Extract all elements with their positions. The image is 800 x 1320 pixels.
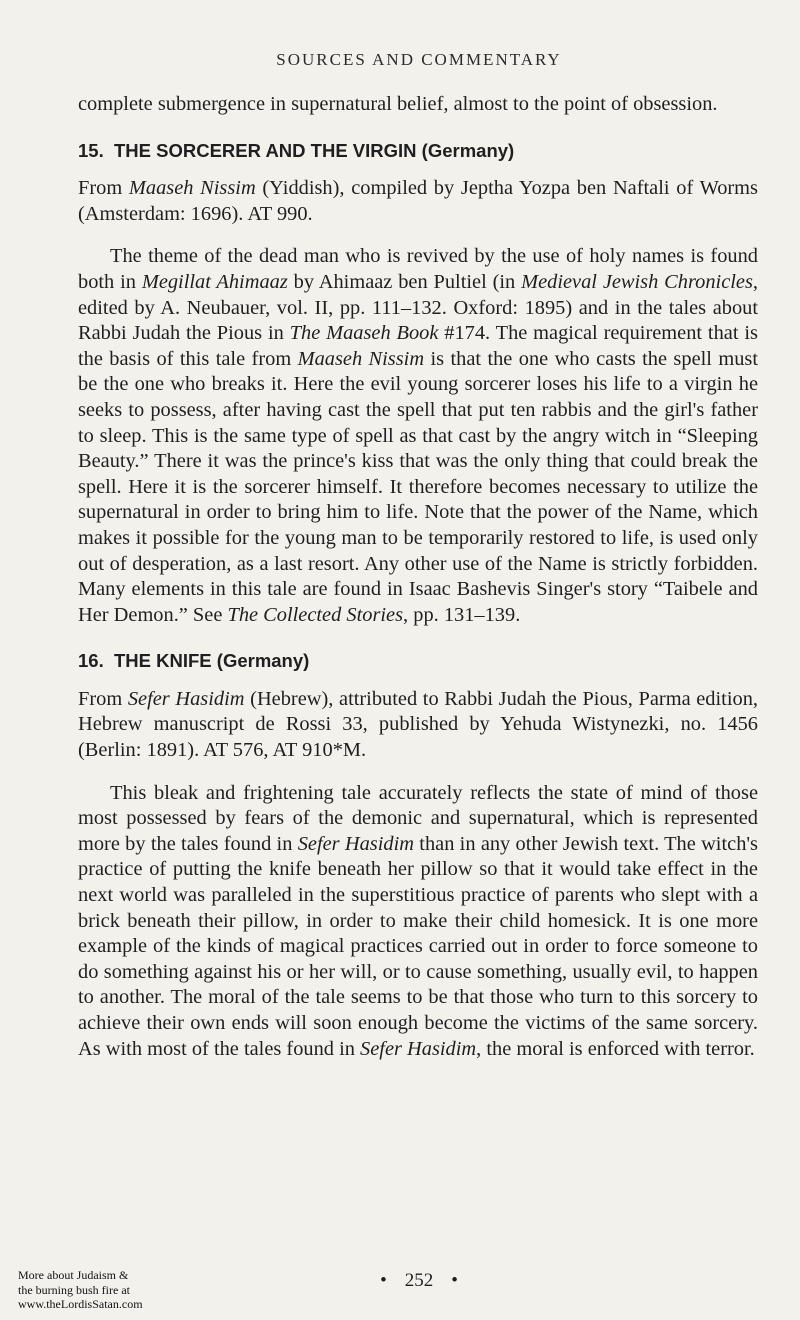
text-run: , pp. 131–139. [403, 603, 521, 626]
section-region: (Germany) [421, 139, 515, 161]
book-title: Megillat Ahimaaz [141, 270, 288, 293]
source-book-title: Maaseh Nissim [128, 177, 256, 200]
section-15-heading [78, 138, 758, 164]
section-title: THE KNIFE [114, 650, 212, 672]
watermark-line: www.theLordisSatan.com [18, 1297, 143, 1312]
book-title: The Collected Stories [227, 603, 404, 626]
text-run: by Ahimaaz ben Pultiel (in [287, 270, 522, 293]
watermark-text [18, 1268, 178, 1312]
text-run: , the moral is enforced with terror. [476, 1037, 755, 1060]
text-run: , edited by A. Neubauer, vol. II, pp. 111–132. Oxford: 1895) and in the tales about Rabbi Judah the Pious in [78, 270, 759, 345]
bullet-icon: • [451, 1270, 458, 1291]
source-details: (Hebrew), attributed to Rabbi Judah the Pious, Parma edition, Hebrew manuscript de Rossi 33, published by Yehuda Wistynezki, no. 1456 (Berlin: 1891). AT 576, AT 910*M. [78, 687, 758, 762]
page-body [78, 92, 758, 1062]
page-number-value: 252 [404, 1270, 434, 1291]
section-16-source [78, 687, 758, 764]
book-title: Medieval Jewish Chronicles [521, 270, 753, 293]
section-number: 15. [78, 139, 104, 161]
text-run: is that the one who casts the spell must be the one who breaks it. Here the evil young sorcerer loses his life to a virgin he seeks to possess, after having cast the spell that put ten rabbis and the girl's father to sleep. This is the same type of spell as that cast by the angry witch in “Sleeping Beauty.” There it was the prince's kiss that was the only thing that could break the spell. Here it is the sorcerer himself. It therefore becomes necessary to utilize the supernatural in order to bring him to life. Note that the power of the Name, which makes it possible for the young man to be temporarily restored to life, is used only out of desperation, as a last resort. Any other use of the Name is strictly forbidden. Many elements in this tale are found in Isaac Bashevis Singer's story “Taibele and Her Demon.” See [78, 347, 758, 626]
text-run: #174. The magical requirement that is the basis of this tale from [78, 322, 758, 370]
section-title: THE SORCERER AND THE VIRGIN [114, 139, 417, 161]
section-15-source [78, 176, 758, 227]
book-title: Maaseh Nissim [297, 347, 425, 370]
section-region: (Germany) [216, 650, 310, 672]
text-run: This bleak and frightening tale accurately reflects the state of mind of those most possessed by fears of the demonic and supernatural, which is represented more by the tales found in [78, 781, 758, 855]
source-book-title: Sefer Hasidim [127, 687, 245, 710]
source-details: (Yiddish), compiled by Jeptha Yozpa ben Naftali of Worms (Amsterdam: 1696). AT 990. [78, 177, 758, 225]
section-15-commentary [78, 244, 758, 628]
watermark-line: More about Judaism & [18, 1268, 129, 1282]
section-16-commentary [78, 781, 758, 1063]
book-title: Sefer Hasidim [360, 1037, 477, 1060]
source-prefix: From [78, 687, 128, 710]
intro-paragraph: complete submergence in supernatural belief, almost to the point of obsession. [78, 93, 718, 115]
bullet-icon: • [380, 1270, 387, 1291]
book-title: Sefer Hasidim [297, 832, 414, 855]
text-run: The theme of the dead man who is revived by the use of holy names is found both in [78, 245, 758, 293]
section-16-heading [78, 648, 758, 674]
text-run: than in any other Jewish text. The witch's practice of putting the knife beneath her pillow so that it would take effect in the next world was paralleled in the superstitious practice of parents who slept with a brick beneath their pillow, in order to make their child homesick. It is one more example of the kinds of magical practices carried out in order to force someone to do something against his or her will, or to cause something, usually evil, to happen to another. The moral of the tale seems to be that those who turn to this sorcery to achieve their own ends will soon enough become the victims of the same sorcery. As with most of the tales found in [78, 832, 758, 1060]
book-title: The Maaseh Book [289, 322, 439, 345]
source-prefix: From [78, 177, 129, 200]
running-head: SOURCES AND COMMENTARY [276, 50, 562, 69]
section-number: 16. [78, 650, 104, 672]
watermark-line: the burning bush fire at [18, 1282, 130, 1297]
